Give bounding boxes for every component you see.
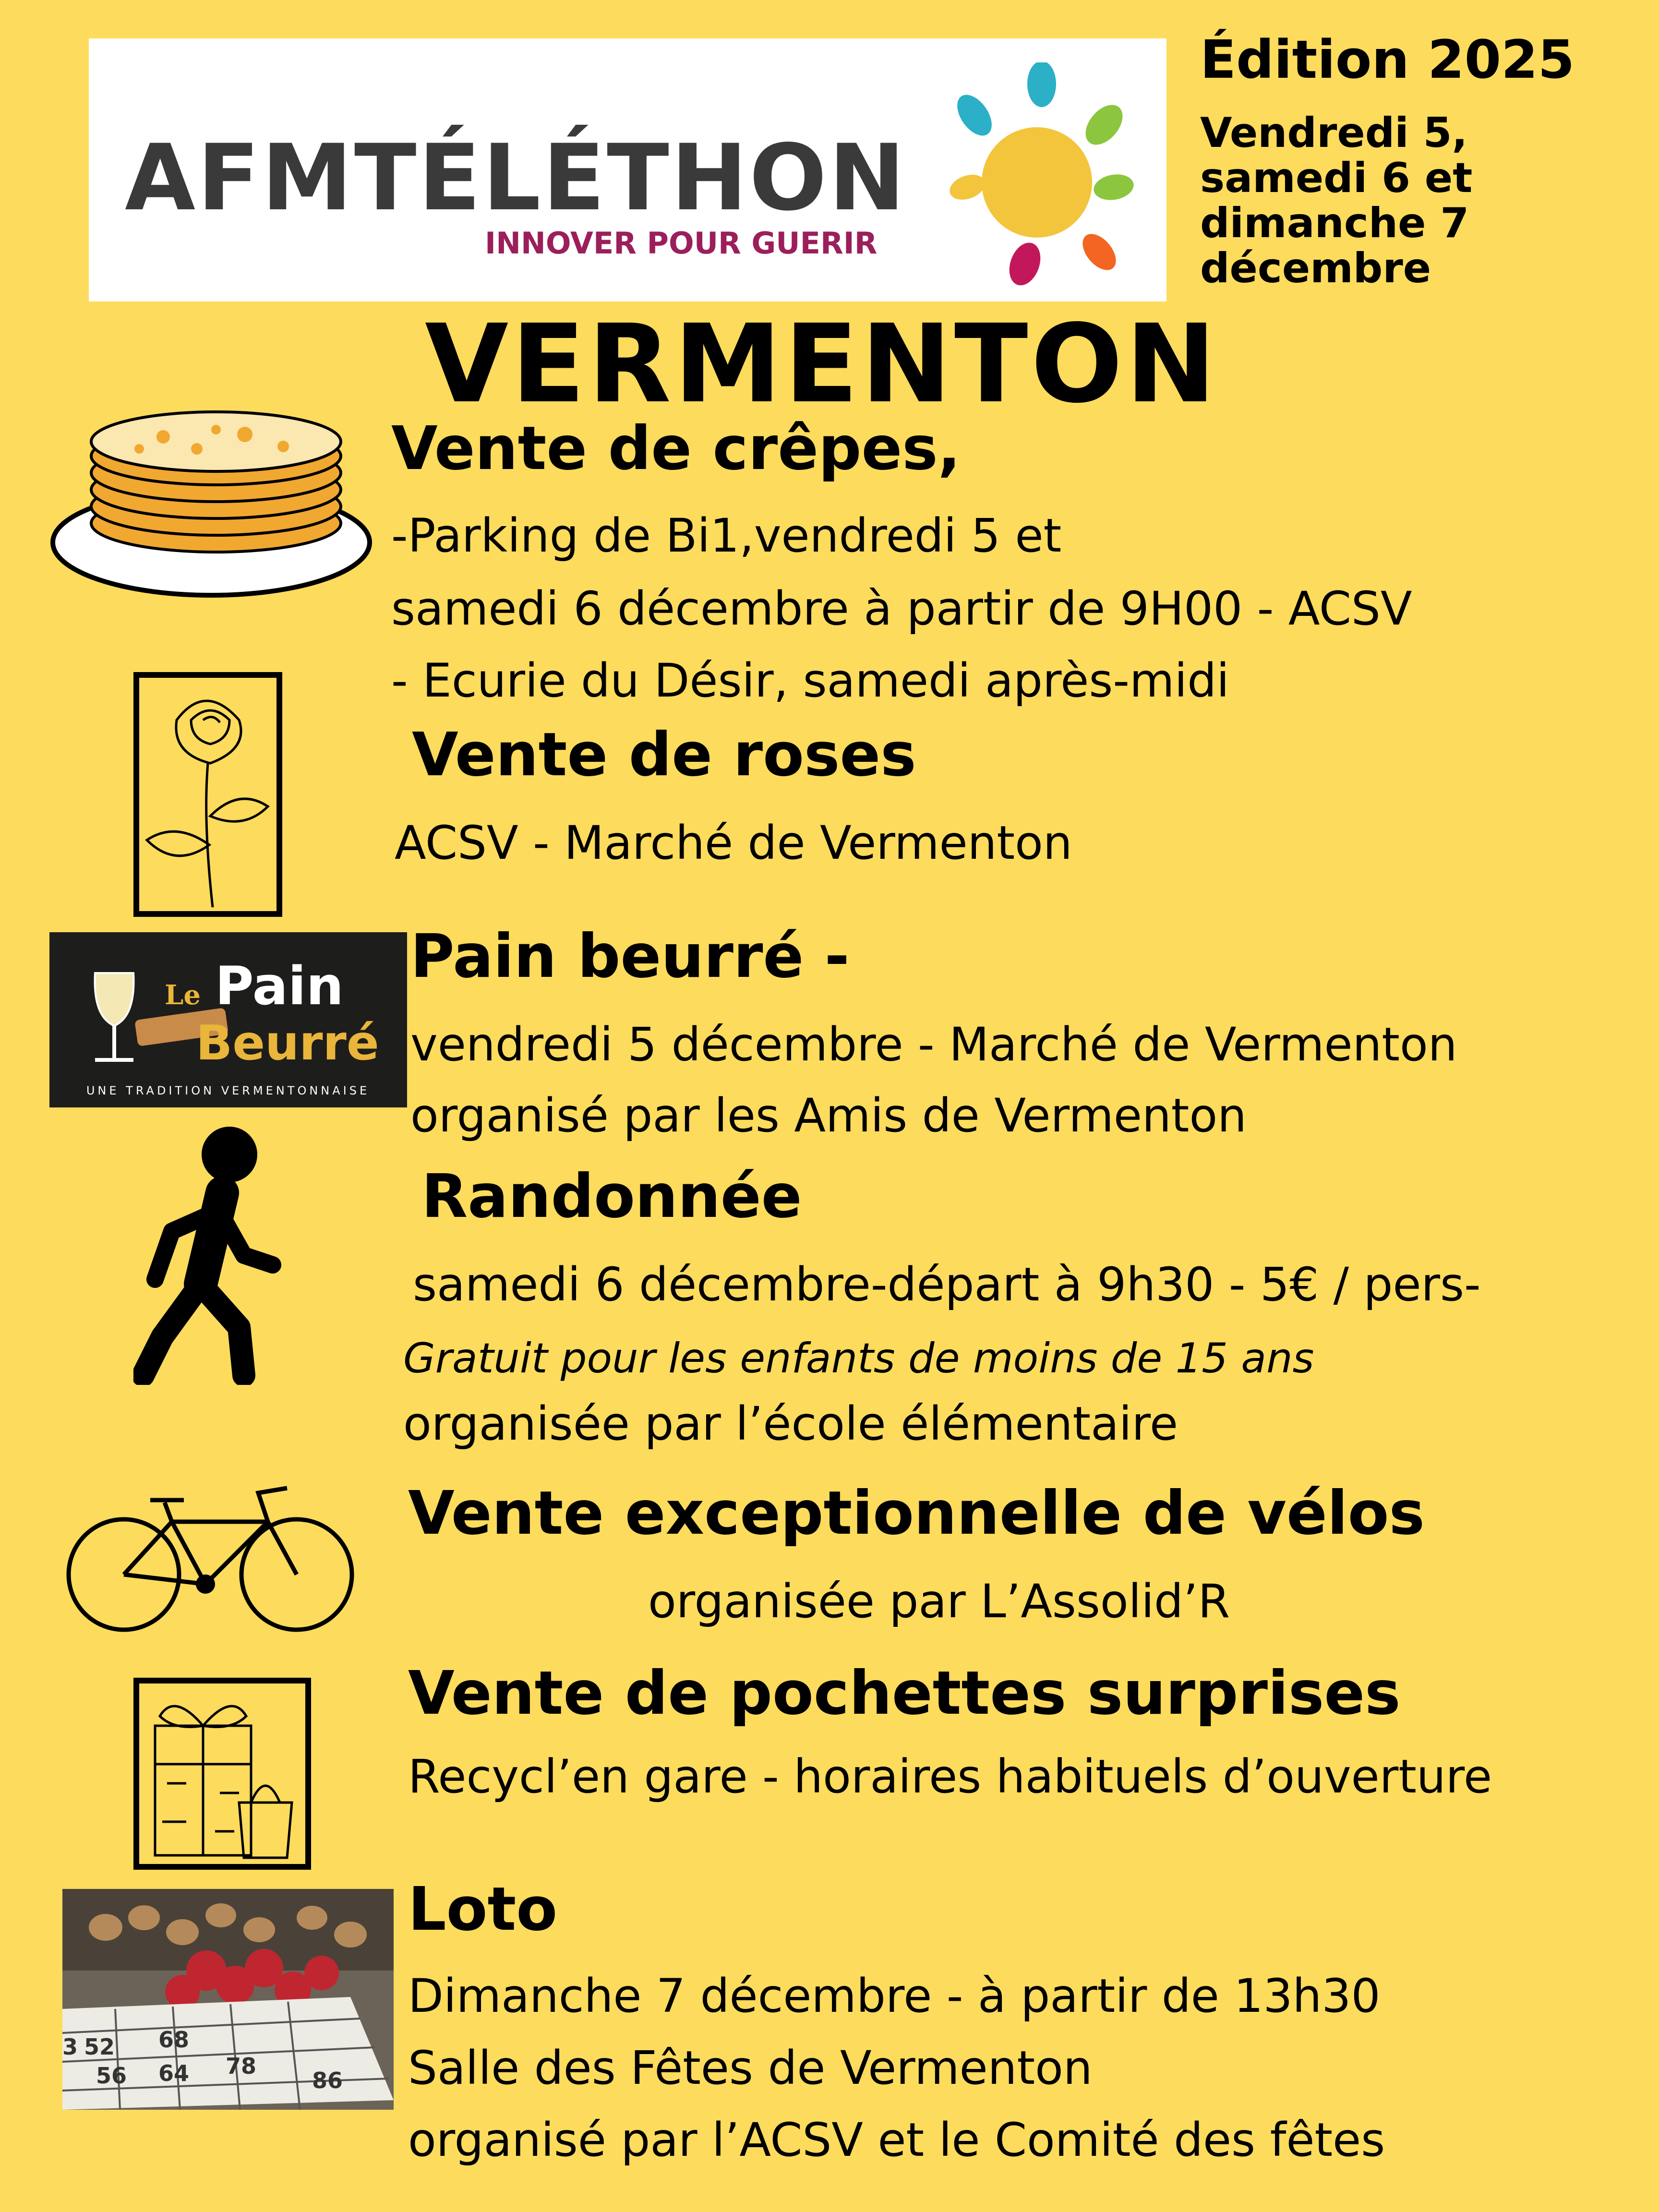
- edition-label: Édition 2025: [1200, 29, 1575, 90]
- town-title: VERMENTON: [425, 301, 1219, 427]
- event-title-randonnee: Randonnée: [421, 1162, 802, 1231]
- loto-number: 86: [312, 2068, 343, 2093]
- event-line: -Parking de Bi1,vendredi 5 et: [391, 509, 1062, 563]
- dates-line: décembre: [1200, 244, 1431, 292]
- dates-line: Vendredi 5,: [1200, 109, 1468, 157]
- logo-main-text: AFMTÉLÉTHON: [125, 125, 907, 231]
- event-line: samedi 6 décembre-départ à 9h30 - 5€ / pers-: [413, 1258, 1481, 1311]
- event-dates: [1200, 110, 1472, 291]
- event-line-italic: Gratuit pour les enfants de moins de 15 ans: [403, 1334, 1314, 1382]
- walking-person-icon: [133, 1126, 287, 1385]
- event-line: Recycl’en gare - horaires habituels d’ouverture: [408, 1750, 1492, 1803]
- loto-photo: [62, 1889, 394, 2110]
- event-line: vendredi 5 décembre - Marché de Vermenton: [410, 1018, 1457, 1071]
- loto-number: 68: [158, 2027, 190, 2053]
- pain-beurre-sub: UNE TRADITION VERMENTONNAISE: [86, 1084, 370, 1097]
- event-line: organisée par L’Assolid’R: [648, 1575, 1230, 1628]
- event-title-loto: Loto: [408, 1875, 558, 1944]
- event-line: ACSV - Marché de Vermenton: [395, 816, 1072, 870]
- telethon-sun-icon: [941, 62, 1142, 288]
- pain-beurre-logo: [49, 932, 407, 1107]
- pain-beurre-le: Le: [165, 979, 201, 1011]
- loto-number: 64: [158, 2060, 190, 2086]
- dates-line: dimanche 7: [1200, 199, 1469, 247]
- event-line: Dimanche 7 décembre - à partir de 13h30: [408, 1969, 1381, 2023]
- rose-icon: [133, 672, 282, 917]
- pain-beurre-pain: Pain: [215, 955, 344, 1017]
- event-title-crepes: Vente de crêpes,: [391, 414, 961, 483]
- bicycle-icon: [61, 1469, 359, 1642]
- event-line: samedi 6 décembre à partir de 9H00 - ACSV: [391, 582, 1412, 636]
- event-title-velos: Vente exceptionnelle de vélos: [408, 1479, 1425, 1548]
- event-line: - Ecurie du Désir, samedi après-midi: [391, 654, 1229, 708]
- dates-line: samedi 6 et: [1200, 154, 1473, 202]
- logo-tagline: INNOVER POUR GUERIR: [485, 226, 878, 261]
- event-line: organisé par les Amis de Vermenton: [410, 1089, 1247, 1142]
- event-title-pochettes: Vente de pochettes surprises: [408, 1659, 1401, 1728]
- loto-number: 3: [62, 2034, 78, 2060]
- event-line: organisé par l’ACSV et le Comité des fêtes: [408, 2113, 1385, 2167]
- crepes-icon: [43, 403, 379, 605]
- gift-bag-icon: [133, 1678, 311, 1870]
- loto-number: 78: [226, 2053, 257, 2079]
- event-title-roses: Vente de roses: [412, 720, 916, 790]
- event-title-pain-beurre: Pain beurré -: [410, 922, 850, 991]
- loto-number: 52: [84, 2034, 115, 2060]
- event-line: organisée par l’école élémentaire: [403, 1397, 1178, 1451]
- event-line: Salle des Fêtes de Vermenton: [408, 2041, 1093, 2095]
- loto-number: 56: [96, 2063, 127, 2089]
- pain-beurre-beurre: Beurré: [196, 1015, 379, 1071]
